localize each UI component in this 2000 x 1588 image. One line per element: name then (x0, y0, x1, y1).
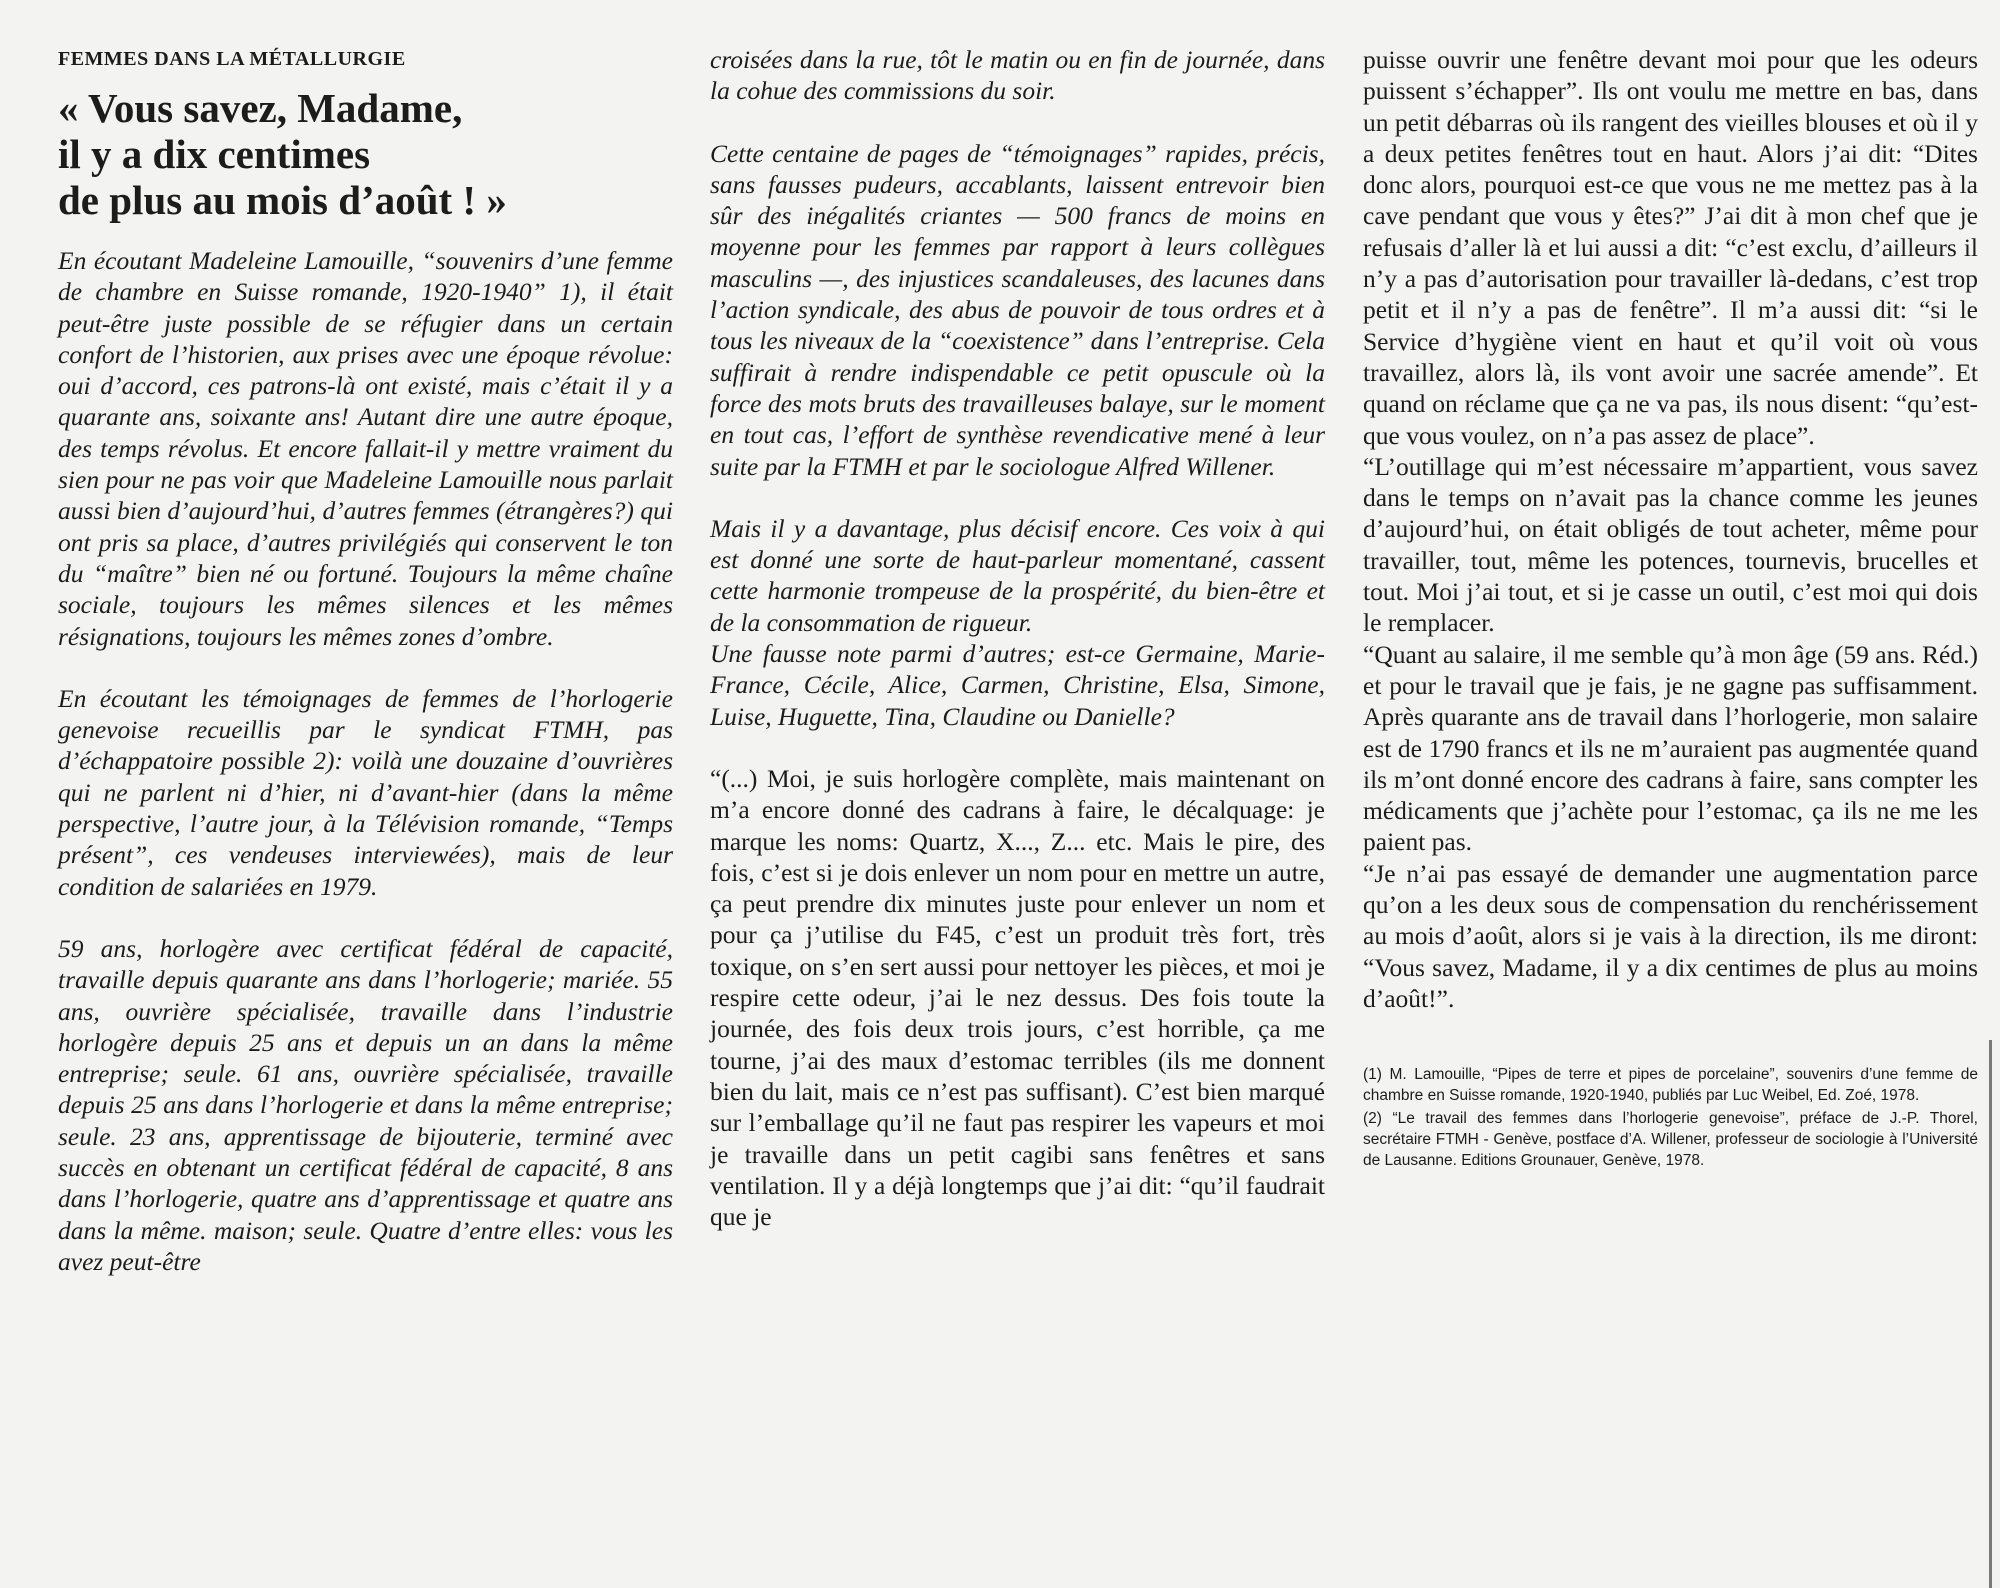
testimony-paragraph-3: “L’outillage qui m’est nécessaire m’appartient, vous savez dans le temps on n’avait pas la chance comme les jeunes d’aujourd’hui, on était obligés de tout acheter, même pour travailler, tout, même les potences, tournevis, brucelles et tout. Moi j’ai tout, et si je casse un outil, c’est moi qui dois le remplacer. (1363, 451, 1978, 638)
testimony-paragraph-2: puisse ouvrir une fenêtre devant moi pour que les odeurs puissent s’échapper”. Ils ont voulu me mettre en bas, dans un petit débarras où ils rangent des vieilles blouses et où il y a deux petites fenêtres tout en haut. Alors j’ai dit: “Dites donc alors, pourquoi est-ce que vous ne me mettez pas à la cave pendant que vous y êtes?” J’ai dit à mon chef que je refusais d’aller là et lui aussi a dit: “c’est exclu, d’ailleurs il n’y a pas d’autorisation pour travailler là-dedans, c’est trop petit et il n’y a pas de fenêtre”. Il m’a aussi dit: “si le Service d’hygiène vient en haut et qu’il voit où vous travaillez, alors là, ils vont avoir une sacrée amende”. Et quand on réclame que ça ne va pas, ils nous disent: “qu’est-que vous voulez, on n’a pas assez de place”. (1363, 45, 1978, 450)
headline-line-3: de plus au mois d’août ! » (58, 177, 507, 223)
column-2 (710, 44, 1325, 1232)
page-edge-line (1989, 1040, 1992, 1588)
article-kicker: FEMMES DANS LA MÉTALLURGIE (58, 48, 406, 70)
intro-paragraph-2: En écoutant les témoignages de femmes de l’horlogerie genevoise recueillis par le syndicat FTMH, pas d’échappatoire possible 2): voilà une douzaine d’ouvrières qui ne parlent ni d’hier, ni d’avant-hier (dans la même perspective, l’autre jour, à la Télévision romande, “Temps présent”, ces vendeuses interviewées), mais de leur condition de salariées en 1979. (58, 683, 673, 901)
intro-paragraph-3: 59 ans, horlogère avec certificat fédéral de capacité, travaille depuis quarante ans dans l’horlogerie; mariée. 55 ans, ouvrière spécialisée, travaille dans l’industrie horlogère depuis 25 ans et depuis un an dans la même entreprise; seule. 61 ans, ouvrière spécialisée, travaille depuis 25 ans dans l’horlogerie et dans la même entreprise; seule. 23 ans, apprentissage de bijouterie, terminé avec succès en obtenant un certificat fédéral de capacité, 8 ans dans l’horlogerie, quatre ans d’apprentissage et quatre ans dans la même. maison; seule. Quatre d’entre elles: vous les avez peut-être (58, 933, 673, 1276)
intro-paragraph-1: En écoutant Madeleine Lamouille, “souvenirs d’une femme de chambre en Suisse romande, 1920-1940” 1), il était peut-être juste possible de se réfugier dans un certain confort de l’historien, aux prises avec une époque révolue: oui d’accord, ces patrons-là ont existé, mais c’était il y a quarante ans, soixante ans! Autant dire une autre époque, des temps révolus. Et encore fallait-il y mettre vraiment du sien pour ne pas voir que Madeleine Lamouille nous parlait aussi bien d’aujourd’hui, d’autres femmes (étrangères?) qui ont pris sa place, d’autres privilégiés qui conservent le ton du “maître” bien né ou fortuné. Toujours la même chaîne sociale, toujours les mêmes silences et les mêmes résignations, toujours les mêmes zones d’ombre. (58, 246, 673, 651)
headline-line-2: il y a dix centimes (58, 131, 371, 177)
testimony-paragraph-4: “Quant au salaire, il me semble qu’à mon âge (59 ans. Réd.) et pour le travail que je fais, je ne gagne pas suffisamment. Après quarante ans de travail dans l’horlogerie, mon salaire est de 1790 francs et ils ne m’auraient pas augmentée quand ils m’ont donné encore des cadrans à faire, sans compter les médicaments que j’achète pour l’estomac, ça ils ne me les paient pas. (1363, 639, 1978, 857)
column-3 (1363, 44, 1978, 1173)
intro-paragraph-4: croisées dans la rue, tôt le matin ou en fin de journée, dans la cohue des commissions du soir. (710, 45, 1325, 106)
footnote-2: (2) “Le travail des femmes dans l’horlogerie genevoise”, préface de J.-P. Thorel, secrétaire FTMH - Genève, postface d’A. Willener, professeur de sociologie à l’Université de Lausanne. Editions Grounauer, Genève, 1978. (1363, 1110, 1978, 1170)
intro-paragraph-5: Cette centaine de pages de “témoignages” rapides, précis, sans fausses pudeurs, accablants, laissent entrevoir bien sûr des inégalités criantes — 500 francs de moins en moyenne pour les femmes par rapport à leurs collègues masculins —, des injustices scandaleuses, des lacunes dans l’action syndicale, des abus de pouvoir de tous ordres et à tous les niveaux de la “coexistence” dans l’entreprise. Cela suffirait à rendre indispendable ce petit opuscule où la force des mots bruts des travailleuses balaye, sur le moment en tout cas, l’effort de synthèse revendicative mené à leur suite par la FTMH et par le sociologue Alfred Willener. (710, 138, 1325, 481)
footnotes (1363, 1064, 1978, 1171)
testimony-paragraph-5: “Je n’ai pas essayé de demander une augmentation parce qu’on a les deux sous de compensation du renchérissement au mois d’août, alors si je vais à la direction, ils me diront: “Vous savez, Madame, il y a dix centimes de plus au moins d’août!”. (1363, 858, 1978, 1013)
article-headline (58, 85, 673, 223)
column-1 (58, 44, 673, 1277)
headline-line-1: « Vous savez, Madame, (58, 85, 463, 131)
intro-paragraph-7: Une fausse note parmi d’autres; est-ce Germaine, Marie-France, Cécile, Alice, Carmen, Christine, Elsa, Simone, Luise, Huguette, Tina, Claudine ou Danielle? (710, 639, 1325, 731)
footnote-1: (1) M. Lamouille, “Pipes de terre et pipes de porcelaine”, souvenirs d’une femme de chambre en Suisse romande, 1920-1940, publiés par Luc Weibel, Ed. Zoé, 1978. (1363, 1066, 1978, 1105)
intro-paragraph-6: Mais il y a davantage, plus décisif encore. Ces voix à qui est donné une sorte de haut-parleur momentané, cassent cette harmonie trompeuse de la prospérité, du bien-être et de la consommation de rigueur. (710, 513, 1325, 637)
testimony-paragraph-1: “(...) Moi, je suis horlogère complète, mais maintenant on m’a encore donné des cadrans à faire, le décalquage: je marque les noms: Quartz, X..., Z... etc. Mais le pire, des fois, c’est si je dois enlever un nom pour en mettre un autre, ça peut prendre dix minutes juste pour enlever un nom et pour ça j’utilise du F45, c’est un produit très fort, très toxique, on s’en sert aussi pour nettoyer les pièces, et moi je respire cette odeur, j’ai le nez dessus. Des fois toute la journée, des fois deux trois jours, c’est horrible, ça me tourne, j’ai des maux d’estomac terribles (ils me donnent bien du lait, mais ce n’est pas suffisant). C’est bien marqué sur l’emballage qu’il ne faut pas respirer les vapeurs et moi je travaille dans un petit cagibi sans fenêtres et sans ventilation. Il y a déjà longtemps que j’ai dit: “qu’il faudrait que je (710, 763, 1325, 1232)
